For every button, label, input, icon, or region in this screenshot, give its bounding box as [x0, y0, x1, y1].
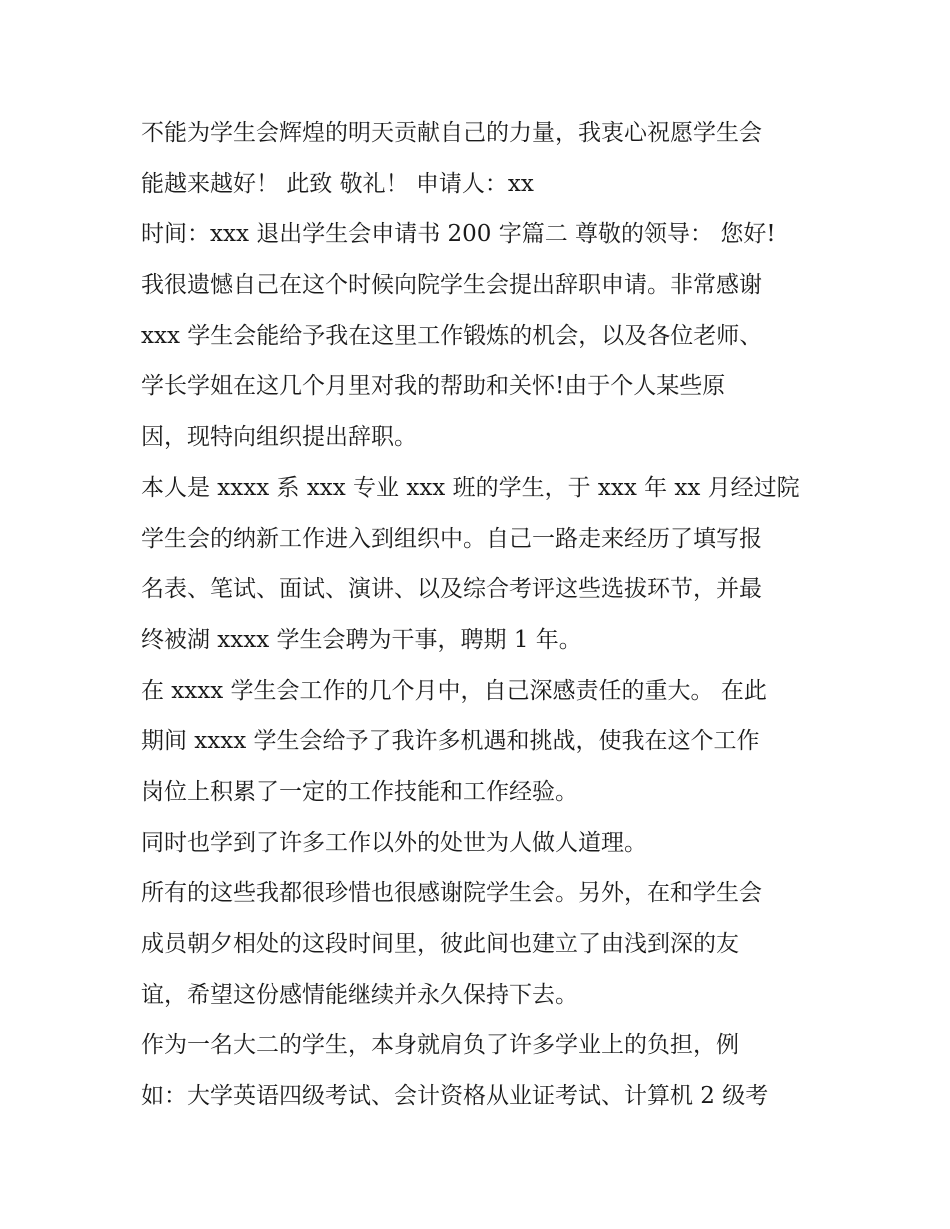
text-line: xxx 学生会能给予我在这里工作锻炼的机会，以及各位老师、 — [141, 322, 763, 349]
text-line: 岗位上积累了一定的工作技能和工作经验。 — [141, 778, 578, 805]
text-line: 期间 xxxx 学生会给予了我许多机遇和挑战，使我在这个工作 — [141, 728, 760, 755]
text-line: 成员朝夕相处的这段时间里，彼此间也建立了由浅到深的友 — [141, 931, 739, 957]
text-line: 如：大学英语四级考试、会计资格从业证考试、计算机 2 级考 — [141, 1083, 769, 1110]
text-line: 我很遗憾自己在这个时候向院学生会提出辞职申请。非常感谢 — [141, 272, 762, 299]
text-line: 名表、笔试、面试、演讲、以及综合考评这些选拔环节，并最 — [141, 576, 762, 603]
text-line: 因，现特向组织提出辞职。 — [141, 424, 417, 451]
text-line: 在 xxxx 学生会工作的几个月中，自己深感责任的重大。 在此 — [141, 677, 767, 704]
text-line: 本人是 xxxx 系 xxx 专业 xxx 班的学生，于 xxx 年 xx 月经过院 — [141, 474, 800, 501]
text-line: 作为一名大二的学生，本身就肩负了许多学业上的负担，例 — [141, 1032, 739, 1059]
text-line: 能越来越好！ 此致 敬礼！ 申请人：xx — [141, 170, 534, 197]
text-line: 谊，希望这份感情能继续并永久保持下去。 — [141, 981, 578, 1008]
text-line: 时间：xxx 退出学生会申请书 200 字篇二 尊敬的领导： 您好! — [141, 221, 776, 248]
text-line: 同时也学到了许多工作以外的处世为人做人道理。 — [141, 829, 647, 856]
text-line: 学生会的纳新工作进入到组织中。自己一路走来经历了填写报 — [141, 525, 762, 552]
text-line: 不能为学生会辉煌的明天贡献自己的力量，我衷心祝愿学生会 — [141, 120, 762, 146]
text-line: 终被湖 xxxx 学生会聘为干事，聘期 1 年。 — [141, 626, 582, 653]
text-line: 学长学姐在这几个月里对我的帮助和关怀!由于个人某些原 — [141, 373, 726, 400]
document-body — [141, 108, 831, 1122]
text-line: 所有的这些我都很珍惜也很感谢院学生会。另外，在和学生会 — [141, 880, 762, 907]
